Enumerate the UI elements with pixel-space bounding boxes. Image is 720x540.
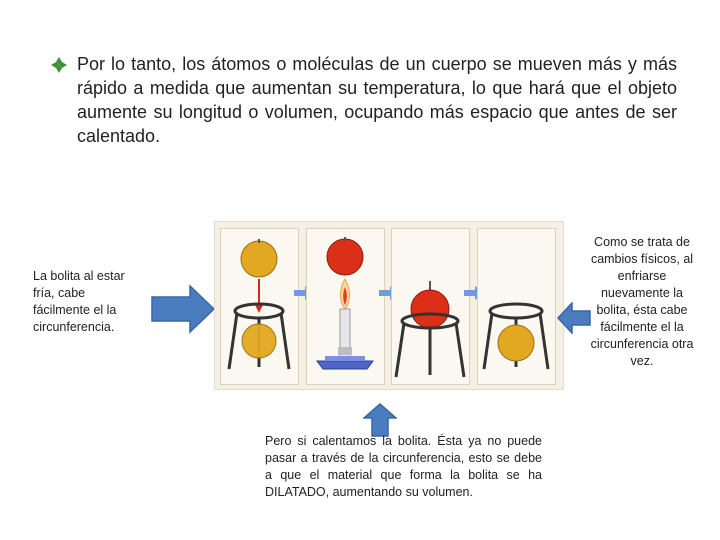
panel-cooled-ball (477, 228, 556, 385)
dilatation-figure (214, 221, 564, 390)
ball-cold-bottom (242, 324, 276, 358)
ring-stand-hot-illustration (392, 229, 469, 384)
main-paragraph: Por lo tanto, los átomos o moléculas de un cuerpo se mueven más y más rápido a medida que aumentan su temperatura, lo que hará que el objeto aumente su longitud o volumen, ocupando más espacio que antes de ser calentado. (77, 54, 677, 146)
caption-cold-ball: La bolita al estar fría, cabe fácilmente el la circunferencia. (33, 269, 125, 334)
big-arrow-right-icon (150, 284, 216, 334)
panel-heating (306, 228, 385, 385)
panel-cold-ball (220, 228, 299, 385)
ball-hot-on-ring (411, 290, 449, 328)
diamond-bullet-icon (50, 56, 68, 74)
burner-heating-illustration (307, 229, 384, 384)
ball-hot (327, 239, 363, 275)
ring-stand-cold-illustration (221, 229, 298, 384)
caption-heated-ball: Pero si calentamos la bolita. Ésta ya no puede pasar a través de la circunferencia, esto se debe a que el material que forma la bolita se ha DILATADO, aumentando su volumen. (265, 434, 542, 499)
arrow-left-icon (556, 302, 592, 334)
caption-cooled-ball: Como se trata de cambios físicos, al enfriarse nuevamente la bolita, ésta cabe fácilmente el la circunferencia otra vez. (590, 235, 694, 368)
panel-stuck-ball (391, 228, 470, 385)
ball-cold-top (241, 241, 277, 277)
ring-stand-cooled-illustration (478, 229, 555, 384)
burner-base (317, 361, 373, 369)
ball-cooled (498, 325, 534, 361)
